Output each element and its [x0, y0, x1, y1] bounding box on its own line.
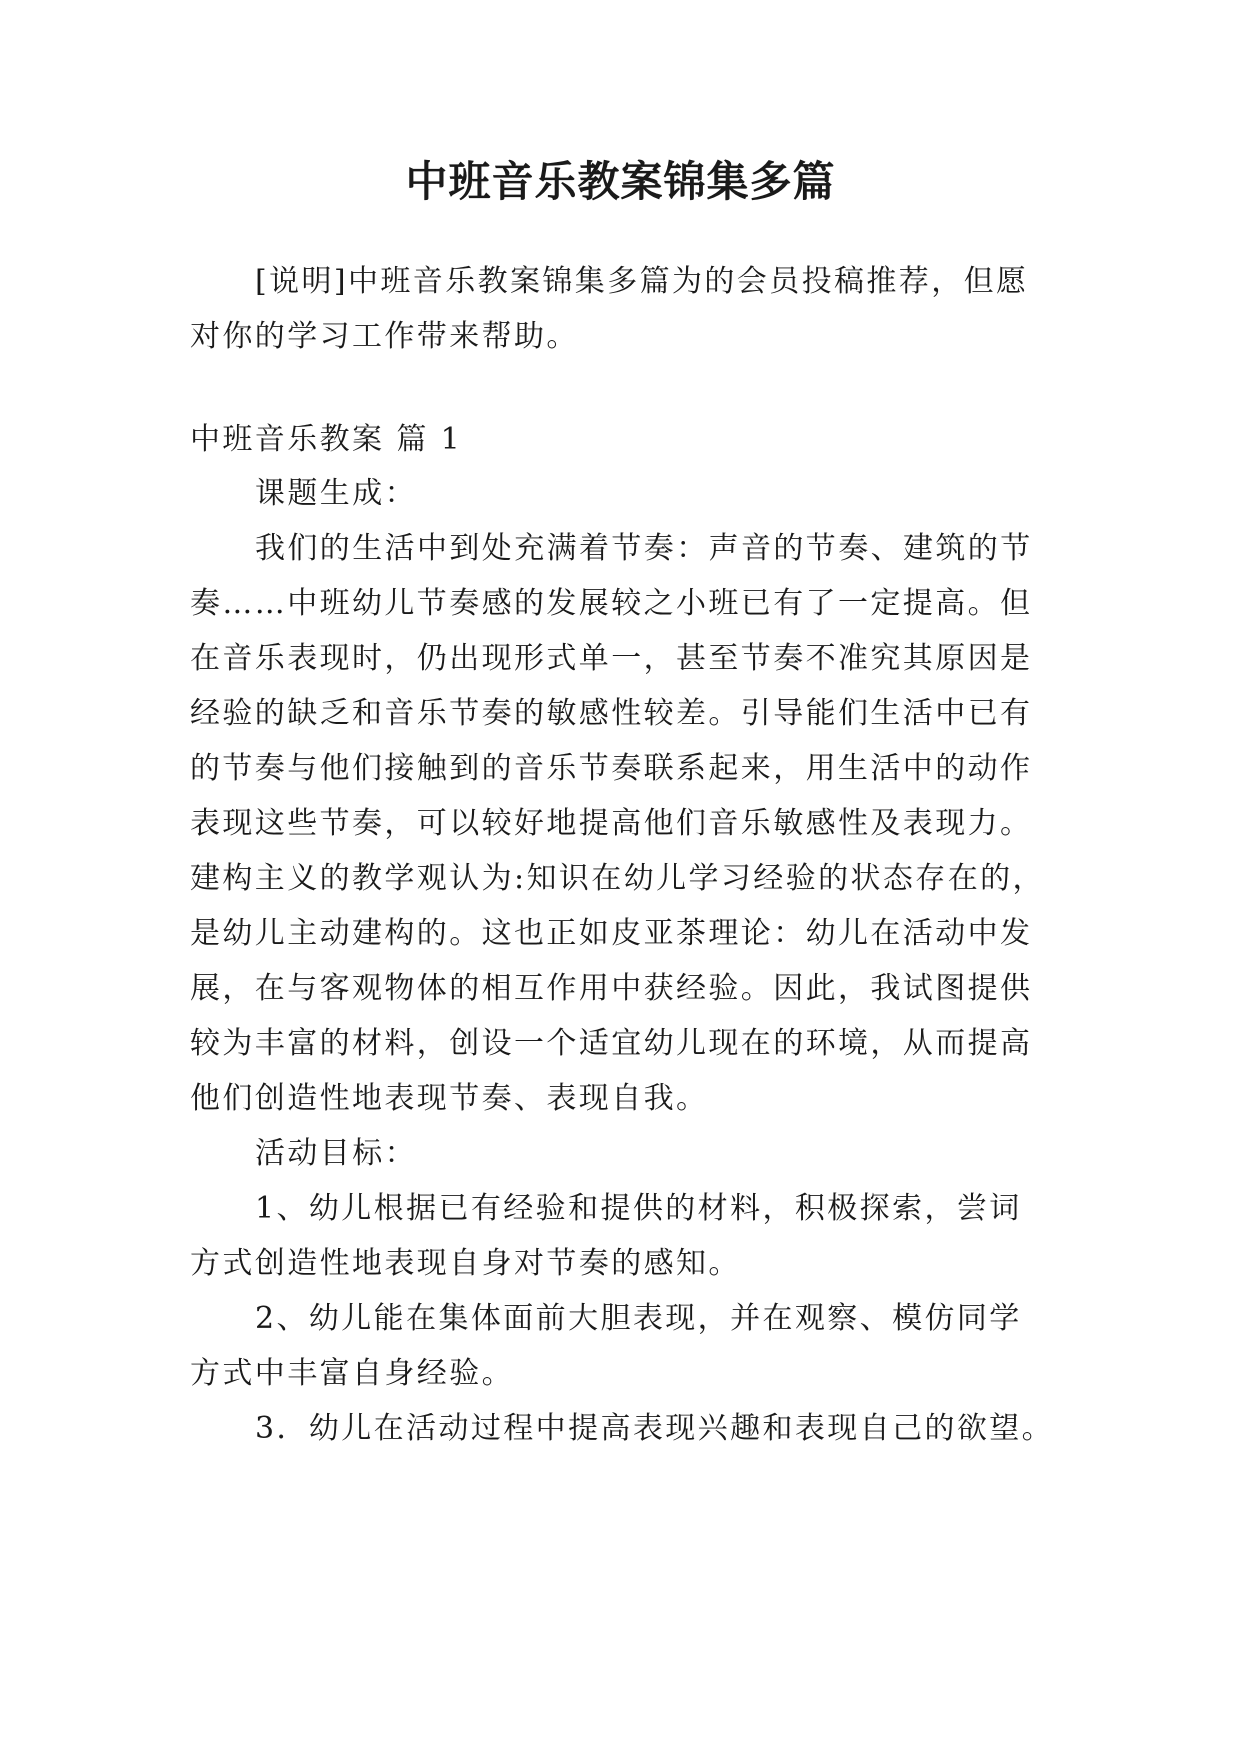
intro-line: 对你的学习工作带来帮助。 — [190, 319, 579, 354]
paragraph-line: 展，在与客观物体的相互作用中获经验。因此，我试图提供 — [190, 971, 1033, 1006]
paragraph-line: 是幼儿主动建构的。这也正如皮亚茶理论：幼儿在活动中发 — [190, 916, 1033, 951]
intro-line: [说明]中班音乐教案锦集多篇为的会员投稿推荐，但愿 — [255, 264, 1029, 299]
section-heading: 中班音乐教案 篇 1 — [190, 422, 463, 457]
subheading-topic: 课题生成： — [255, 476, 417, 511]
subheading-goals: 活动目标： — [255, 1136, 417, 1171]
goal-line: 方式创造性地表现自身对节奏的感知。 — [190, 1246, 741, 1281]
paragraph-line: 表现这些节奏，可以较好地提高他们音乐敏感性及表现力。 — [190, 806, 1033, 841]
document-title: 中班音乐教案锦集多篇 — [405, 157, 836, 206]
paragraph-line: 我们的生活中到处充满着节奏：声音的节奏、建筑的节 — [255, 531, 1033, 566]
goal-line: 2、幼儿能在集体面前大胆表现，并在观察、模仿同学 — [255, 1301, 1022, 1336]
paragraph-line: 奏……中班幼儿节奏感的发展较之小班已有了一定提高。但 — [190, 586, 1033, 621]
paragraph-line: 在音乐表现时，仍出现形式单一，甚至节奏不准究其原因是 — [190, 641, 1033, 676]
goal-line: 方式中丰富自身经验。 — [190, 1356, 514, 1391]
goal-line: 1、幼儿根据已有经验和提供的材料，积极探索，尝词 — [255, 1191, 1022, 1226]
paragraph-line: 较为丰富的材料，创设一个适宜幼儿现在的环境，从而提高 — [190, 1026, 1033, 1061]
paragraph-line: 建构主义的教学观认为:知识在幼儿学习经验的状态存在的， — [190, 861, 1045, 896]
goal-line: 3．幼儿在活动过程中提高表现兴趣和表现自己的欲望。 — [255, 1411, 1055, 1446]
paragraph-line: 的节奏与他们接触到的音乐节奏联系起来，用生活中的动作 — [190, 751, 1033, 786]
paragraph-line: 他们创造性地表现节奏、表现自我。 — [190, 1081, 709, 1116]
paragraph-line: 经验的缺乏和音乐节奏的敏感性较差。引导能们生活中已有 — [190, 696, 1033, 731]
